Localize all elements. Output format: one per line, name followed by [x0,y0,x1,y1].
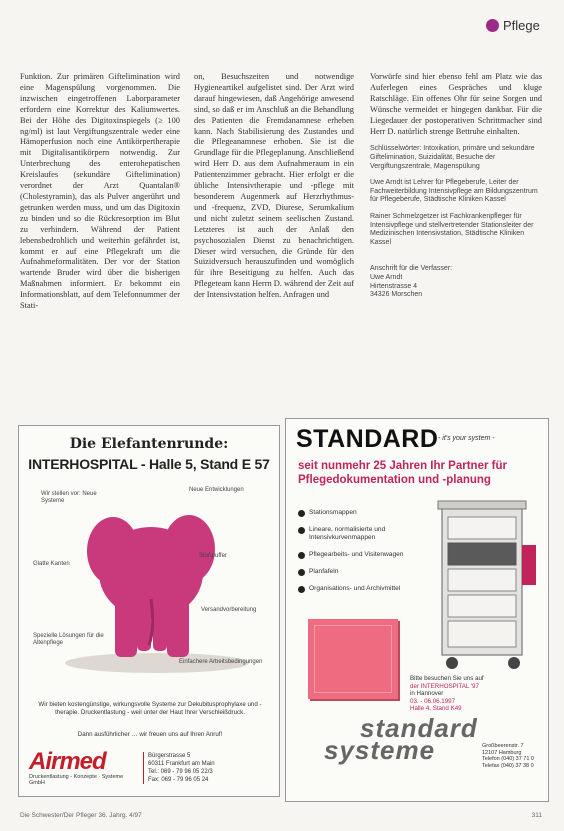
callout: Einfachere Arbeitsbedingungen [179,659,263,665]
list-item-label: Planfafeln [309,568,339,575]
ad-title: STANDARD [296,425,439,453]
product-box-image [308,619,398,699]
ad-tagline: - it's your system - [438,435,495,442]
list-item-label: Stationsmappen [309,509,357,516]
list-item-label: Organisations- und Archivmittel [309,585,401,592]
contact-line: Fax: 069 - 79 96 05 24 [148,777,209,783]
page-number: 311 [531,812,542,819]
messe-line: Bitte besuchen Sie uns auf [410,675,484,682]
product-list [298,509,428,602]
logo-line: standard [360,713,478,743]
address-line: Uwe Arndt [370,273,403,281]
airmed-advertisement [18,425,280,797]
callout: Neue Entwicklungen [189,487,244,493]
list-item-label: Pflegearbeits- und Visitenwagen [309,551,404,558]
address-line: 12107 Hamburg [482,749,522,756]
bullet-icon [298,527,305,534]
elephant-illustration [29,481,269,681]
callout: Stoßpuffer [199,553,227,559]
list-item [298,568,428,576]
article-text: on, Besuchszeiten und notwendige Hygieneartikel aufgelistet sind. Der Arzt wird darauf hingewiesen, daß Angehörige anwesend sind, so daß er im Anschluß an die Behandlung des Patienten die Fremdanamnese erheben kann. Nach Stabilisierung des Zustandes und die Pflegeanamnese erhoben. Sie ist die Grundlage für die Pflegeplanung. Anschließend wird Herr D. aus dem Aufnahmeraum in ein Patientenzimmer gebracht. Hier erfolgt er die übliche Intensivtherapie und -pflege mit besonderem Augenmerk auf Herzrhythmus- und -frequenz, ZVD, Diurese, Serumkalium und nicht zuletzt seinem seelischen Zustand. Letzteres ist auch der Anlaß den psychosozialen Dienst zu benachrichtigen. Dieser wird versuchen, die Gründe für den Suizidversuch herauszufinden und womöglich für ihre Beseitigung zu helfen. Auch das Pflegeteam kann Herrn D. während der Zeit auf der Intensivstation helfen. Anfragen und [194,72,354,300]
brand-subtitle: Druckentlastung - Konzepte · Systeme GmbH [29,774,124,786]
callout: Versandvorbereitung [201,607,257,613]
author-note-2: Rainer Schmelzgetzer ist Fachkrankenpfleger für Intensivpflege und stellvertretender Stationsleiter der Medizinischen Intensivstation, Städtische Kliniken Kassel [370,213,534,246]
contact-line: Tel.: 069 - 79 96 05 22/3 [148,769,213,775]
standard-advertisement [285,418,549,802]
ad-title: Die Elefantenrunde: [69,436,229,452]
list-item [298,551,428,559]
list-item [298,526,428,542]
list-item [298,585,428,593]
author-note-1: Uwe Arndt ist Lehrer für Pflegeberufe, Leiter der Fachweiterbildung Intensivpflege am Bildungszentrum für Pflegeberufe, Städtische Kliniken Kassel [370,179,538,204]
address-title: Anschrift für die Verfasser: [370,265,453,273]
company-address [482,743,534,769]
callout: Spezielle Lösungen für die Altenpflege [33,633,104,646]
standard-systeme-logo [324,713,478,765]
address-line: Telefax (040) 37 38 0 [482,762,534,769]
ad-headline: seit nunmehr 25 Jahren Ihr Partner für Pflegedokumentation und -planung [298,460,507,486]
contact-line: 60311 Frankfurt am Main [148,761,215,767]
section-tab [486,18,540,33]
messe-line: 03. - 06.06.1997 [410,697,456,705]
care-cart-icon [434,497,540,677]
section-label: Pflege [503,18,540,33]
trade-fair-info [410,675,484,713]
callout: Wir stellen vor: Neue Systeme [41,491,97,504]
bullet-icon [298,586,305,593]
address-line: Hirtenstrasse 4 [370,282,418,290]
callout: Glatte Kanten [33,561,70,567]
address-line: Großbeerenstr. 7 [482,743,524,749]
list-item-label: Lineare, normalisierte und Intensivkurvenmappen [309,526,386,541]
footer-journal: Die Schwester/Der Pfleger 36. Jahrg. 4/97 [20,812,142,819]
ad-subtitle: INTERHOSPITAL - Halle 5, Stand E 57 [28,456,270,472]
elephant-icon [29,481,269,681]
ad-info: Dann ausführlicher … wir freuen uns auf Ihren Anruf! [77,731,223,738]
article-text: Funktion. Zur primären Giftelimination wird eine Magenspülung vorgenommen. Die inzwischen eingetroffenen Laborparameter erfordern eine Korrektur des Kaliumwertes. Bei der Höhe des Digitoxinspiegels (≥ 100 ng/ml) ist laut Vergiftungszentrale weder eine Hämoperfusion noch eine Antikörpertherapie mit Digitalisantikörpern notwendig. Zur Unterbrechung des enterohepatischen Kreislaufes (sekundäre Giftelimination) verordnet der Arzt Quantalan® (Cholestyramin), das als Pulver angerührt und getrunken werden muss, und um das Digitoxin zu binden und so die Rückresorption im Blut zu verhindern. Während der Patient lebensbedrohlich und weiterhin gefährdet ist, kommt er auf eine Pflegekraft um die Aufnahmeformalitäten. Der vor der Station wartende Bruder wird über die bisherigen Maßnahmen informiert. Er bekommt ein Informationsblatt, auf dem Telefonnummer der Stati- [20,72,180,311]
messe-line: Halle 4, Stand K49 [410,705,462,713]
bullet-icon [298,569,305,576]
ad-slogan: Wir bieten kostengünstige, wirkungsvolle Systeme zur Dekubitusprophylaxe und -therapie. Druckentlastung - weil unter der Haut Ihrer Verschleißdruck. [38,701,262,716]
logo-line: systeme [324,735,436,765]
airmed-contact [143,752,215,784]
section-dot-icon [486,19,499,32]
author-address [370,265,542,299]
bullet-icon [298,552,305,559]
article-column-3 [370,72,542,392]
bullet-icon [298,510,305,517]
address-line: Telefon (040) 37 71 0 [482,756,534,762]
article-column-2 [194,72,354,392]
keywords-note: Schlüsselwörter: Intoxikation, primäre und sekundäre Giftelimination, Suizidalität, Besuche der Vergiftungszentrale, Magenspülung [370,145,535,170]
address-line: 34326 Morschen [370,291,423,299]
contact-line: Bürgerstrasse 5 [148,753,191,759]
messe-line: in Hannover [410,690,444,698]
article-column-1 [20,72,180,392]
messe-line: der INTERHOSPITAL '97 [410,682,479,690]
brand-name: Airmed [29,748,106,775]
article-text: Vorwürfe sind hier ebenso fehl am Platz wie das Auferlegen eines Gespräches und kluge Ratschläge. Ein offenes Ohr für seine Sorgen und Wünsche vermeidet er hingegen dankbar. Für die Liegedauer der postoperativen Schrittmacher sind Herr D. natürlich strenge Bettruhe einhalten. [370,72,542,136]
list-item [298,509,428,517]
airmed-logo [29,748,139,788]
